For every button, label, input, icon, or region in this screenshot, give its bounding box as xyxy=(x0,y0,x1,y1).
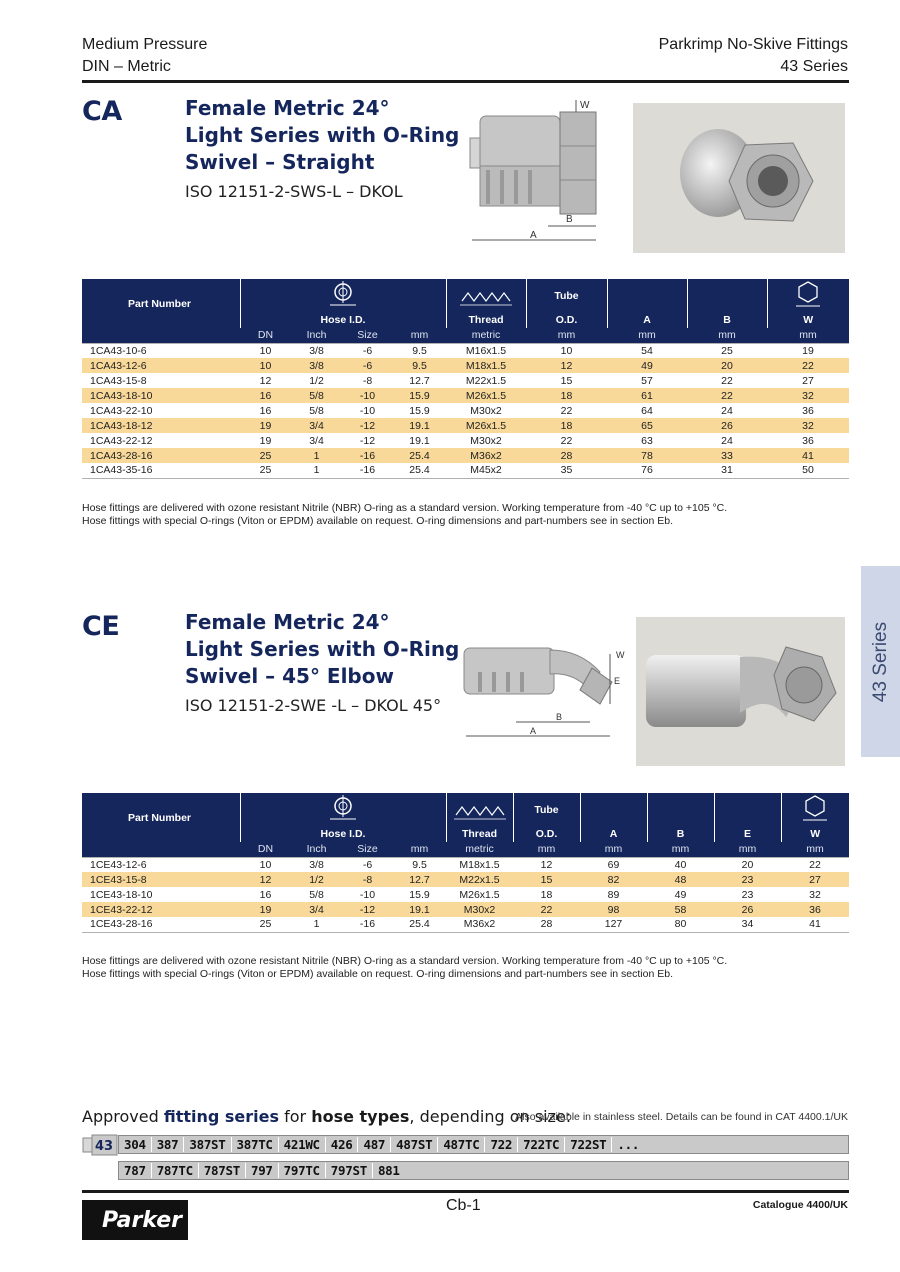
part-number-cell: 1CE43-12-6 xyxy=(90,858,147,871)
part-number-cell: 1CE43-18-10 xyxy=(90,888,153,901)
table-cell: M30x2 xyxy=(446,902,513,917)
table-cell: 19.1 xyxy=(393,902,446,917)
table-cell: 12.7 xyxy=(409,374,430,387)
table-row xyxy=(82,448,849,463)
table-cell: 65 xyxy=(607,418,687,433)
units-row xyxy=(82,842,849,857)
header-hose-id: Hose I.D. xyxy=(240,312,446,328)
hex-nut-icon xyxy=(793,279,823,309)
table-cell: 19.1 xyxy=(393,418,446,433)
part-number-cell: 1CA43-18-12 xyxy=(82,418,240,433)
table-cell: 78 xyxy=(607,448,687,463)
footer-rule xyxy=(82,1190,849,1193)
table-cell: 54 xyxy=(641,344,653,357)
table-cell: 28 xyxy=(526,448,607,463)
table-cell: 12 xyxy=(526,358,607,373)
header-rule xyxy=(82,80,849,83)
table-cell: 5/8 xyxy=(309,404,324,417)
approved-heading xyxy=(82,1107,571,1126)
technical-drawing-ce xyxy=(460,632,632,744)
table-cell: 3/8 xyxy=(309,858,324,871)
table-cell: -6 xyxy=(362,344,373,357)
spec-table-ca xyxy=(82,279,849,479)
header-col-a: A xyxy=(607,279,687,328)
table-cell: 19.1 xyxy=(409,434,430,447)
table-cell: -10 xyxy=(342,388,393,403)
dim-label-a: A xyxy=(530,230,537,241)
title-line: Light Series with O-Ring xyxy=(185,637,460,661)
table-cell: 15 xyxy=(560,374,573,387)
unit-cell: metric xyxy=(446,842,513,857)
header-tube: Tube xyxy=(526,279,607,312)
table-cell: 76 xyxy=(607,463,687,478)
table-cell: -10 xyxy=(359,404,376,417)
table-cell: 12 xyxy=(259,374,272,387)
unit-cell: DN xyxy=(240,328,291,343)
unit-cell: mm xyxy=(393,842,446,857)
table-cell: 19 xyxy=(802,344,814,357)
header-col-e: E xyxy=(714,793,781,842)
header-od: O.D. xyxy=(513,826,580,842)
table-cell: 5/8 xyxy=(291,388,342,403)
table-row xyxy=(82,887,849,902)
table-cell: 10 xyxy=(240,358,291,373)
dim-label-b: B xyxy=(556,712,563,722)
table-cell: 32 xyxy=(767,418,849,433)
table-cell: 20 xyxy=(687,358,767,373)
table-cell: 33 xyxy=(687,448,767,463)
header-hex-icon xyxy=(767,279,849,312)
table-cell: 25.4 xyxy=(393,917,446,932)
table-cell: 127 xyxy=(580,917,647,932)
table-cell: 32 xyxy=(767,388,849,403)
part-number-cell: 1CE43-15-8 xyxy=(82,872,240,887)
table-cell: 22 xyxy=(513,902,580,917)
table-cell: 9.5 xyxy=(412,344,427,357)
table-cell: 15 xyxy=(513,872,580,887)
stainless-note: Also available in stainless steel. Details can be found in CAT 4400.1/UK xyxy=(515,1111,848,1123)
table-cell: 5/8 xyxy=(309,888,324,901)
unit-cell: DN xyxy=(240,842,291,857)
part-number-cell: 1CA43-35-16 xyxy=(82,463,240,478)
header-col-w: W xyxy=(781,826,849,842)
table-cell: M22x1.5 xyxy=(446,872,513,887)
header-thread: Thread xyxy=(446,312,526,328)
spec-table-ce xyxy=(82,793,849,933)
note-line: Hose fittings with special O-rings (Viton or EPDM) available on request. O-ring dimensions and part-numbers see in section Eb. xyxy=(82,968,673,980)
table-cell: 19 xyxy=(240,902,291,917)
table-cell: M36x2 xyxy=(446,917,513,932)
table-cell: 26 xyxy=(714,902,781,917)
approved-prefix: Approved xyxy=(82,1107,164,1126)
hex-nut-icon xyxy=(800,793,830,823)
unit-cell: Inch xyxy=(291,842,342,857)
table-cell: 26 xyxy=(687,418,767,433)
table-cell: 69 xyxy=(607,858,620,871)
title-line: Female Metric 24° xyxy=(185,96,390,120)
header-category: Medium Pressure xyxy=(82,36,208,53)
hose-type: 787ST xyxy=(199,1163,246,1178)
hose-type: 722ST xyxy=(565,1137,612,1152)
table-cell: 24 xyxy=(721,404,733,417)
hose-type-more: ... xyxy=(617,1137,640,1152)
header-hex-icon xyxy=(781,793,849,826)
table-cell: -8 xyxy=(342,872,393,887)
units-row xyxy=(82,328,849,343)
header-subcategory: DIN – Metric xyxy=(82,58,171,75)
table-cell: 24 xyxy=(721,434,733,447)
part-number-cell: 1CA43-18-10 xyxy=(82,388,240,403)
header-hose-id: Hose I.D. xyxy=(240,826,446,842)
table-cell: 10 xyxy=(259,858,272,871)
table-cell: 41 xyxy=(781,917,849,932)
table-cell: 10 xyxy=(560,344,573,357)
table-row xyxy=(82,343,849,358)
table-cell: 3/4 xyxy=(291,418,342,433)
table-cell: 28 xyxy=(513,917,580,932)
header-thread-icon xyxy=(446,279,526,312)
section-title-ca xyxy=(185,95,459,176)
hose-type: 487 xyxy=(358,1137,391,1152)
hose-types-row-1 xyxy=(118,1135,849,1154)
table-cell: M18x1.5 xyxy=(446,358,526,373)
table-cell: 89 xyxy=(607,888,620,901)
table-cell: 1 xyxy=(291,448,342,463)
iso-standard-ce: ISO 12151-2-SWE -L – DKOL 45° xyxy=(185,696,442,715)
hose-type: 722TC xyxy=(518,1137,565,1152)
table-cell: 27 xyxy=(802,374,814,387)
table-cell: 27 xyxy=(781,872,849,887)
side-tab-label: 43 Series xyxy=(869,621,891,702)
page-number: Cb-1 xyxy=(446,1197,481,1214)
table-cell: M36x2 xyxy=(446,448,526,463)
title-line: Swivel – 45° Elbow xyxy=(185,664,394,688)
series-side-tab xyxy=(861,566,900,757)
table-cell: 48 xyxy=(647,872,714,887)
unit-cell: mm xyxy=(513,842,580,857)
table-cell: 34 xyxy=(714,917,781,932)
table-cell: M18x1.5 xyxy=(459,858,500,871)
unit-cell: Size xyxy=(342,328,393,343)
table-row xyxy=(82,388,849,403)
table-body-ce xyxy=(82,857,849,932)
header-col-b: B xyxy=(687,279,767,328)
table-cell: M16x1.5 xyxy=(465,344,507,357)
table-cell: 25 xyxy=(240,917,291,932)
hose-type: 426 xyxy=(326,1137,359,1152)
table-cell: 16 xyxy=(259,404,272,417)
table-cell: 16 xyxy=(259,888,272,901)
header-product-line: Parkrimp No-Skive Fittings xyxy=(658,36,848,53)
table-cell: 12 xyxy=(540,858,553,871)
section-code-ca: CA xyxy=(82,96,122,127)
table-cell: 32 xyxy=(809,888,821,901)
table-cell: 19 xyxy=(259,434,272,447)
hose-type: 881 xyxy=(377,1163,400,1178)
product-photo-ca xyxy=(633,103,845,253)
unit-cell: mm xyxy=(580,842,647,857)
hose-types-row-2 xyxy=(118,1161,849,1180)
part-number-cell: 1CE43-28-16 xyxy=(82,917,240,932)
table-cell: 63 xyxy=(641,434,653,447)
table-row xyxy=(82,902,849,917)
table-cell: -16 xyxy=(342,463,393,478)
header-col-b: B xyxy=(647,793,714,842)
unit-cell: Size xyxy=(342,842,393,857)
part-number-cell: 1CA43-15-8 xyxy=(90,374,147,387)
table-cell: 22 xyxy=(687,388,767,403)
hose-crosssection-icon xyxy=(326,279,360,309)
table-cell: 22 xyxy=(560,404,573,417)
table-cell: 25.4 xyxy=(393,463,446,478)
header-col-a: A xyxy=(580,793,647,842)
table-cell: -10 xyxy=(359,888,376,901)
table-cell: -12 xyxy=(359,434,376,447)
unit-cell: mm xyxy=(714,842,781,857)
technical-drawing-ca xyxy=(458,98,608,246)
table-cell: 22 xyxy=(767,358,849,373)
table-cell: 9.5 xyxy=(393,358,446,373)
unit-cell: Inch xyxy=(291,328,342,343)
dim-label-a: A xyxy=(530,726,537,736)
unit-cell: mm xyxy=(607,328,687,343)
unit-cell: mm xyxy=(767,328,849,343)
table-cell: 15.9 xyxy=(393,388,446,403)
table-cell: -6 xyxy=(342,358,393,373)
header-hose-id-icon xyxy=(240,793,446,826)
hose-type: 797ST xyxy=(326,1163,373,1178)
table-cell: 18 xyxy=(526,388,607,403)
dim-label-e: E xyxy=(614,676,621,686)
table-cell: M26x1.5 xyxy=(446,418,526,433)
part-number-cell: 1CA43-28-16 xyxy=(82,448,240,463)
approved-bold-fitting: fitting series xyxy=(163,1107,280,1126)
table-cell: 18 xyxy=(526,418,607,433)
thread-icon xyxy=(458,287,514,309)
table-cell: -16 xyxy=(342,917,393,932)
table-cell: 15.9 xyxy=(409,888,430,901)
part-number-cell: 1CA43-22-12 xyxy=(90,434,153,447)
table-cell: 22 xyxy=(809,858,821,871)
table-cell: 22 xyxy=(721,374,733,387)
table-body-ca xyxy=(82,343,849,478)
table-cell: 49 xyxy=(607,358,687,373)
table-cell: 57 xyxy=(641,374,653,387)
series-43-badge-icon xyxy=(82,1134,118,1156)
unit-cell: mm xyxy=(526,328,607,343)
approved-bold-hose: hose types xyxy=(311,1107,410,1126)
hose-type: 722 xyxy=(485,1137,518,1152)
table-cell: M45x2 xyxy=(446,463,526,478)
table-cell: 25 xyxy=(721,344,733,357)
approved-suffix: , depending on size: xyxy=(409,1107,572,1126)
dim-label-b: B xyxy=(566,214,573,225)
table-cell: 1 xyxy=(291,917,342,932)
table-cell: 23 xyxy=(714,872,781,887)
unit-cell: mm xyxy=(393,328,446,343)
section-code-ce: CE xyxy=(82,611,120,642)
hose-type: 421WC xyxy=(279,1137,326,1152)
table-cell: 10 xyxy=(259,344,272,357)
hose-type: 387ST xyxy=(184,1137,231,1152)
header-hose-id-icon xyxy=(240,279,446,312)
notes-ce xyxy=(82,955,849,981)
header-thread-icon xyxy=(446,793,513,826)
table-cell: 3/8 xyxy=(309,344,324,357)
table-cell: 12.7 xyxy=(393,872,446,887)
table-cell: 15.9 xyxy=(409,404,430,417)
table-cell: 98 xyxy=(580,902,647,917)
table-cell: 80 xyxy=(647,917,714,932)
table-cell: 12 xyxy=(240,872,291,887)
table-row xyxy=(82,403,849,418)
part-number-cell: 1CA43-22-10 xyxy=(90,404,153,417)
table-row xyxy=(82,463,849,478)
table-cell: 3/4 xyxy=(291,902,342,917)
table-cell: 82 xyxy=(580,872,647,887)
product-photo-ce xyxy=(636,617,845,766)
header-part-number: Part Number xyxy=(82,279,240,328)
table-cell: 18 xyxy=(540,888,553,901)
table-cell: 1/2 xyxy=(309,374,324,387)
hose-type: 797TC xyxy=(279,1163,326,1178)
table-cell: 22 xyxy=(560,434,573,447)
table-cell: M26x1.5 xyxy=(459,888,500,901)
badge-label: 43 xyxy=(95,1139,114,1154)
table-cell: 25 xyxy=(240,448,291,463)
hose-crosssection-icon xyxy=(326,793,360,823)
table-cell: -6 xyxy=(362,858,373,871)
table-cell: -12 xyxy=(342,902,393,917)
header-col-w: W xyxy=(767,312,849,328)
unit-cell: mm xyxy=(647,842,714,857)
table-cell: 31 xyxy=(687,463,767,478)
table-cell: 9.5 xyxy=(412,858,427,871)
dim-label-w: W xyxy=(616,650,625,660)
table-cell: M30x2 xyxy=(470,434,502,447)
dim-label-w: W xyxy=(580,100,590,111)
table-cell: 1 xyxy=(291,463,342,478)
hose-type: 304 xyxy=(119,1137,152,1152)
table-cell: 50 xyxy=(767,463,849,478)
table-cell: 58 xyxy=(647,902,714,917)
thread-icon xyxy=(452,801,508,823)
table-cell: 3/4 xyxy=(309,434,324,447)
table-cell: 36 xyxy=(781,902,849,917)
table-cell: 1/2 xyxy=(291,872,342,887)
table-cell: 61 xyxy=(607,388,687,403)
part-number-cell: 1CA43-10-6 xyxy=(90,344,147,357)
table-cell: 41 xyxy=(767,448,849,463)
table-row xyxy=(82,917,849,932)
hose-type: 797 xyxy=(246,1163,279,1178)
table-row xyxy=(82,358,849,373)
note-line: Hose fittings are delivered with ozone resistant Nitrile (NBR) O-ring as a standard version. Working temperature from -40 °C up to +105 °C. xyxy=(82,955,728,967)
iso-standard-ca: ISO 12151-2-SWS-L – DKOL xyxy=(185,182,403,201)
section-title-ce xyxy=(185,609,459,690)
part-number-cell: 1CA43-12-6 xyxy=(82,358,240,373)
table-cell: M26x1.5 xyxy=(446,388,526,403)
table-cell: 20 xyxy=(741,858,754,871)
title-line: Swivel – Straight xyxy=(185,150,375,174)
hose-type: 787 xyxy=(119,1163,152,1178)
table-cell: -12 xyxy=(342,418,393,433)
table-row xyxy=(82,373,849,388)
table-cell: -16 xyxy=(342,448,393,463)
table-cell: 19 xyxy=(240,418,291,433)
hose-type: 387TC xyxy=(232,1137,279,1152)
unit-cell: metric xyxy=(446,328,526,343)
table-cell: 36 xyxy=(802,404,814,417)
header-thread: Thread xyxy=(446,826,513,842)
table-cell: 23 xyxy=(741,888,754,901)
title-line: Light Series with O-Ring xyxy=(185,123,460,147)
table-cell: 40 xyxy=(674,858,687,871)
table-row xyxy=(82,418,849,433)
table-cell: 64 xyxy=(641,404,653,417)
header-part-number: Part Number xyxy=(82,793,240,842)
hose-type: 787TC xyxy=(152,1163,199,1178)
table-row xyxy=(82,433,849,448)
unit-cell: mm xyxy=(687,328,767,343)
hose-type: 487ST xyxy=(391,1137,438,1152)
notes-ca xyxy=(82,502,849,528)
parker-logo xyxy=(82,1200,188,1240)
hose-type: 487TC xyxy=(438,1137,485,1152)
unit-cell: mm xyxy=(781,842,849,857)
header-series: 43 Series xyxy=(780,58,848,75)
logo-text: Parker xyxy=(101,1207,182,1233)
note-line: Hose fittings with special O-rings (Viton or EPDM) available on request. O-ring dimensions and part-numbers see in section Eb. xyxy=(82,515,673,527)
table-cell: 36 xyxy=(802,434,814,447)
table-cell: 49 xyxy=(674,888,687,901)
header-od: O.D. xyxy=(526,312,607,328)
table-row xyxy=(82,857,849,872)
table-cell: 35 xyxy=(526,463,607,478)
header-tube: Tube xyxy=(513,793,580,826)
table-row xyxy=(82,872,849,887)
note-line: Hose fittings are delivered with ozone resistant Nitrile (NBR) O-ring as a standard version. Working temperature from -40 °C up to +105 °C. xyxy=(82,502,728,514)
approved-mid: for xyxy=(279,1107,312,1126)
catalogue-number: Catalogue 4400/UK xyxy=(752,1199,848,1211)
part-number-cell: 1CE43-22-12 xyxy=(82,902,240,917)
table-cell: M22x1.5 xyxy=(465,374,507,387)
table-cell: 25.4 xyxy=(393,448,446,463)
title-line: Female Metric 24° xyxy=(185,610,390,634)
table-cell: M30x2 xyxy=(470,404,502,417)
hose-type: 387 xyxy=(152,1137,185,1152)
table-cell: 25 xyxy=(240,463,291,478)
table-cell: 3/8 xyxy=(291,358,342,373)
table-cell: 16 xyxy=(240,388,291,403)
table-cell: -8 xyxy=(362,374,373,387)
